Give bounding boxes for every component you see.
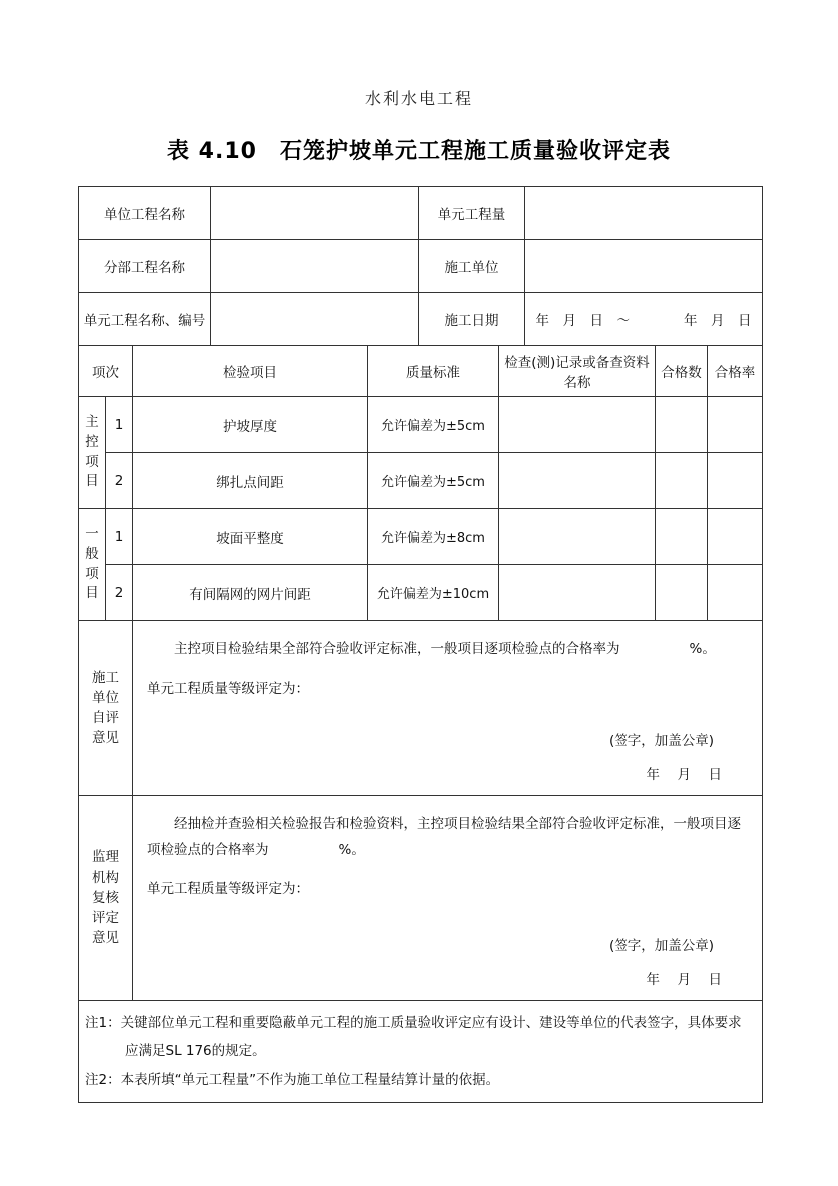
row-record [499, 397, 656, 453]
category-main-control-label: 主控项目 [85, 414, 99, 490]
row-pass-rate [708, 509, 763, 565]
row-item: 护坡厚度 [133, 397, 368, 453]
category-general [79, 509, 106, 621]
header-standard: 质量标准 [368, 346, 499, 397]
construction-unit-value [525, 240, 763, 293]
self-assessment-label-cell [79, 621, 133, 796]
header-item: 检验项目 [133, 346, 368, 397]
self-assessment-date: 年 月 日 [646, 767, 724, 783]
construction-date-label: 施工日期 [419, 293, 525, 346]
main-control-row-1 [79, 397, 763, 453]
row-standard: 允许偏差为±5cm [368, 397, 499, 453]
row-pass-count [656, 509, 708, 565]
info-row-division-project [79, 240, 763, 293]
unit-quantity-label: 单元工程量 [419, 187, 525, 240]
supervision-label: 监理机构复核评定意见 [92, 849, 119, 947]
header-record: 检查(测)记录或备查资料名称 [499, 346, 656, 397]
row-item: 绑扎点间距 [133, 453, 368, 509]
unit-name-number-value [211, 293, 419, 346]
category-general-label: 一般项目 [85, 526, 99, 602]
unit-project-name-value [211, 187, 419, 240]
self-assessment-statement: 主控项目检验结果全部符合验收评定标准，一般项目逐项检验点的合格率为 %。 [174, 641, 716, 657]
general-row-1 [79, 509, 763, 565]
row-pass-count [656, 397, 708, 453]
row-no: 1 [106, 509, 133, 565]
note-2: 注2：本表所填“单元工程量”不作为施工单位工程量结算计量的依据。 [85, 1071, 500, 1088]
info-row-unit-project [79, 187, 763, 240]
main-control-row-2 [79, 453, 763, 509]
row-pass-count [656, 565, 708, 621]
supervision-section [78, 795, 763, 1001]
self-assessment-label: 施工单位自评意见 [92, 669, 119, 747]
unit-name-number-label: 单元工程名称、编号 [79, 293, 211, 346]
row-pass-rate [708, 453, 763, 509]
note-1: 注1：关键部位单元工程和重要隐蔽单元工程的施工质量验收评定应有设计、建设等单位的代表签字，具体要求应满足SL 176的规定。 [85, 1015, 742, 1060]
self-assessment-grade-line: 单元工程质量等级评定为： [147, 680, 309, 697]
row-pass-rate [708, 397, 763, 453]
self-assessment-content [133, 621, 763, 796]
checklist-header-row [79, 346, 763, 397]
checklist-table [78, 345, 763, 621]
header-pass-count: 合格数 [656, 346, 708, 397]
row-no: 1 [106, 397, 133, 453]
construction-date-value: 年 月 日 ～ 年 月 日 [525, 293, 763, 346]
row-record [499, 509, 656, 565]
division-project-name-label: 分部工程名称 [79, 240, 211, 293]
construction-unit-label: 施工单位 [419, 240, 525, 293]
header-pass-rate: 合格率 [708, 346, 763, 397]
general-row-2 [79, 565, 763, 621]
info-table [78, 186, 763, 346]
supervision-label-cell [79, 796, 133, 1001]
form-body [78, 186, 762, 1103]
header-item-no: 项次 [79, 346, 133, 397]
category-main-control [79, 397, 106, 509]
row-pass-count [656, 453, 708, 509]
info-row-unit-name-number [79, 293, 763, 346]
self-assessment-signature: (签字，加盖公章) [608, 733, 714, 749]
doc-title: 表 4.10 石笼护坡单元工程施工质量验收评定表 [167, 139, 671, 164]
notes-cell [79, 1001, 763, 1103]
supervision-grade-line: 单元工程质量等级评定为： [147, 881, 309, 898]
row-pass-rate [708, 565, 763, 621]
unit-quantity-value [525, 187, 763, 240]
division-project-name-value [211, 240, 419, 293]
supervision-content [133, 796, 763, 1001]
row-item: 有间隔网的网片间距 [133, 565, 368, 621]
row-standard: 允许偏差为±10cm [368, 565, 499, 621]
row-record [499, 565, 656, 621]
row-item: 坡面平整度 [133, 509, 368, 565]
notes-section [78, 1000, 763, 1103]
supervision-statement: 经抽检并查验相关检验报告和检验资料，主控项目检验结果全部符合验收评定标准，一般项目逐项检验点的合格率为 %。 [147, 816, 741, 858]
supervision-date: 年 月 日 [646, 972, 724, 988]
row-no: 2 [106, 565, 133, 621]
self-assessment-section [78, 620, 763, 796]
row-standard: 允许偏差为±5cm [368, 453, 499, 509]
supervision-signature: (签字，加盖公章) [608, 938, 714, 954]
unit-project-name-label: 单位工程名称 [79, 187, 211, 240]
row-standard: 允许偏差为±8cm [368, 509, 499, 565]
doc-header: 水利水电工程 [364, 89, 473, 108]
row-no: 2 [106, 453, 133, 509]
row-record [499, 453, 656, 509]
